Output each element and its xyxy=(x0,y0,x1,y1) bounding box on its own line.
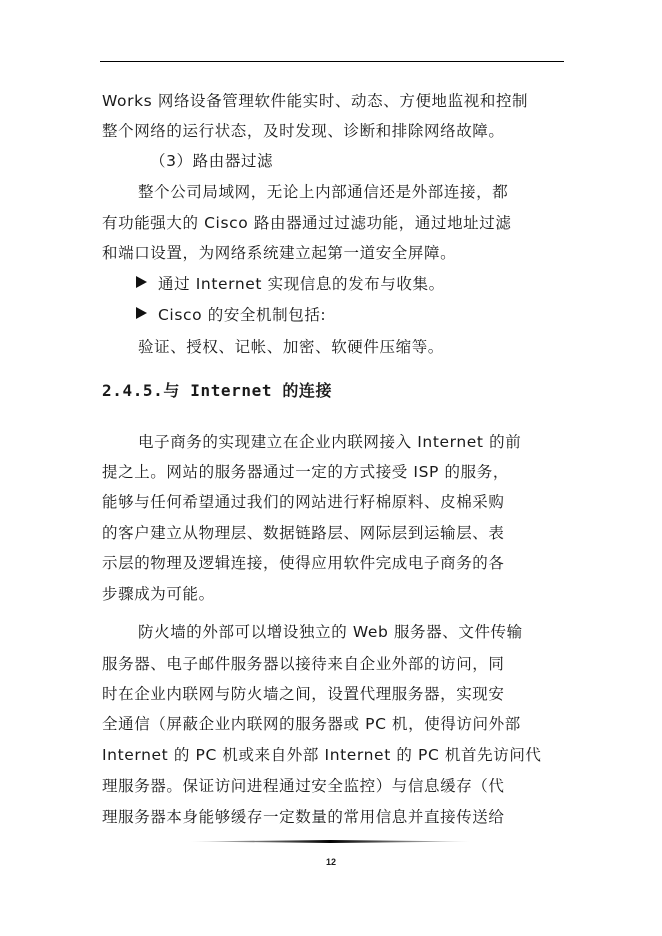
triangle-bullet-icon xyxy=(134,306,150,320)
paragraph-line: 理服务器。保证访问进程通过安全监控）与信息缓存（代 xyxy=(102,777,505,795)
bullet-text: 通过 Internet 实现信息的发布与收集。 xyxy=(158,275,445,293)
paragraph-line: 和端口设置，为网络系统建立起第一道安全屏障。 xyxy=(102,244,457,262)
paragraph-line: Works 网络设备管理软件能实时、动态、方便地监视和控制 xyxy=(102,92,529,110)
bullet-text: Cisco 的安全机制包括: xyxy=(158,306,327,324)
bullet-item xyxy=(134,305,564,325)
paragraph-line: 电子商务的实现建立在企业内联网接入 Internet 的前 xyxy=(138,433,522,451)
bullet-item xyxy=(134,274,564,294)
paragraph-line: 时在企业内联网与防火墙之间，设置代理服务器，实现安 xyxy=(102,685,505,703)
header-rule xyxy=(100,61,564,62)
paragraph-line: 有功能强大的 Cisco 路由器通过过滤功能，通过地址过滤 xyxy=(102,214,512,232)
paragraph-line: 步骤成为可能。 xyxy=(102,585,215,603)
page-number: 12 xyxy=(325,857,336,867)
paragraph-line: 理服务器本身能够缓存一定数量的常用信息并直接传送给 xyxy=(102,808,505,826)
paragraph-line: 能够与任何希望通过我们的网站进行籽棉原料、皮棉采购 xyxy=(102,493,505,511)
paragraph-line: 全通信（屏蔽企业内联网的服务器或 PC 机，使得访问外部 xyxy=(102,715,521,733)
paragraph-line: 整个网络的运行状态，及时发现、诊断和排除网络故障。 xyxy=(102,122,505,140)
section-heading: 2.4.5.与 Internet 的连接 xyxy=(102,381,333,400)
paragraph-line: 服务器、电子邮件服务器以接待来自企业外部的访问，同 xyxy=(102,655,505,673)
subheading: （3）路由器过滤 xyxy=(150,152,274,170)
footer-rule xyxy=(190,840,470,843)
paragraph-line: 验证、授权、记帐、加密、软硬件压缩等。 xyxy=(138,338,444,356)
paragraph-line: 整个公司局域网，无论上内部通信还是外部连接，都 xyxy=(138,183,509,201)
triangle-bullet-icon xyxy=(134,275,150,289)
paragraph-line: 示层的物理及逻辑连接，使得应用软件完成电子商务的各 xyxy=(102,554,505,572)
paragraph-line: Internet 的 PC 机或来自外部 Internet 的 PC 机首先访问代 xyxy=(102,746,542,764)
paragraph-line: 提之上。网站的服务器通过一定的方式接受 ISP 的服务， xyxy=(102,463,509,481)
paragraph-line: 的客户建立从物理层、数据链路层、网际层到运输层、表 xyxy=(102,524,505,542)
paragraph-line: 防火墙的外部可以增设独立的 Web 服务器、文件传输 xyxy=(138,623,523,641)
